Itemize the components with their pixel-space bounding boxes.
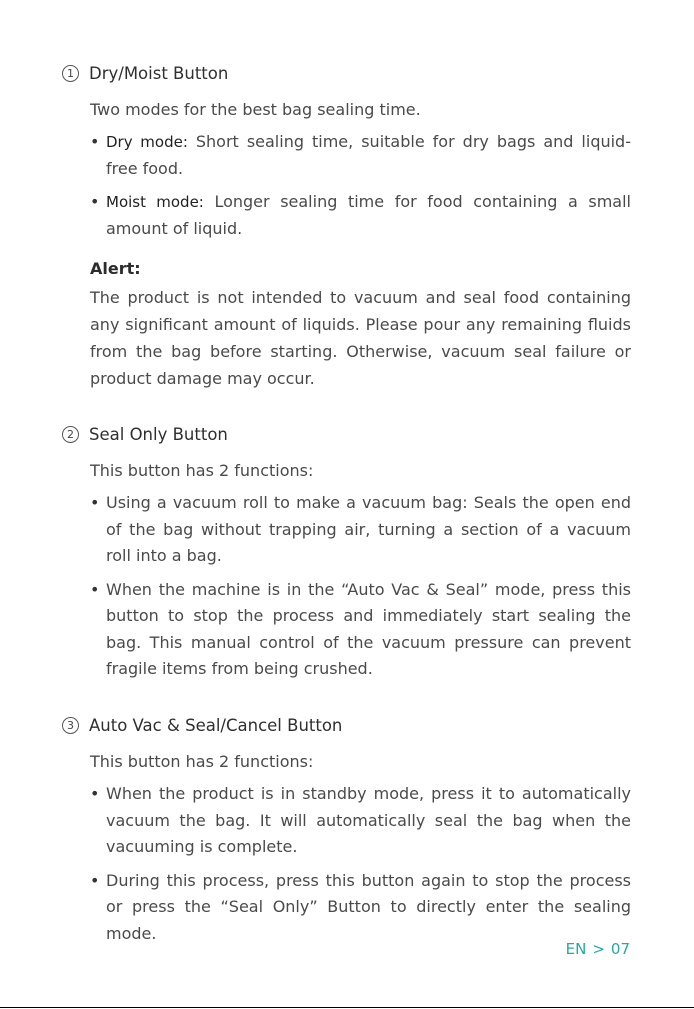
section-title: Auto Vac & Seal/Cancel Button [89,715,343,735]
section-dry-moist [62,61,632,392]
bullet-text: During this process, press this button again to stop the process or press the “Seal Only” Button to directly enter the sealing mode. [106,870,631,943]
bullet-icon: • [90,493,100,512]
circled-number-1-icon: 1 [62,65,79,82]
bullet-text: Using a vacuum roll to make a vacuum bag: Seals the open end of the bag without trapping air, turning a section of a vacuum roll into a bag. [106,493,631,565]
list-item [90,189,631,242]
term-label: Moist mode: [106,193,204,211]
section-intro: This button has 2 functions: [90,461,314,480]
bullet-list [90,490,631,683]
section-heading [62,61,632,85]
bullet-icon: • [90,192,100,211]
list-item [90,868,631,948]
page-footer [566,940,630,958]
page-number: 07 [610,940,630,958]
bullet-icon: • [90,870,100,890]
section-auto-vac-seal [62,713,632,947]
list-item [90,490,631,570]
bullet-list [90,129,631,242]
chevron-right-icon: > [592,940,605,958]
section-body [90,457,631,683]
bullet-icon: • [90,784,100,803]
bottom-divider [0,1007,694,1008]
circled-number-3-icon: 3 [62,717,79,734]
bullet-text: When the product is in standby mode, press it to automatically vacuum the bag. It will automatically seal the bag when the vacuuming is complete. [106,784,631,856]
section-heading [62,422,632,446]
section-intro: This button has 2 functions: [90,752,314,771]
alert-title: Alert: [90,259,141,278]
bullet-icon: • [90,579,100,599]
list-item [90,781,631,861]
bullet-list [90,781,631,947]
list-item [90,577,631,683]
list-item [90,129,631,182]
alert-text: The product is not intended to vacuum and seal food containing any significant amount of liquids. Please pour any remaining fluids from the bag before starting. Otherwise, vacuum seal failure or product damage may occur. [90,288,631,388]
language-label: EN [565,940,587,958]
term-description: Short sealing time, suitable for dry bags and liquid-free food. [106,132,631,178]
term-label: Dry mode: [106,133,188,151]
bullet-text: When the machine is in the “Auto Vac & Seal” mode, press this button to stop the process and immediately start sealing the bag. This manual control of the vacuum pressure can prevent fragile items from being crushed. [106,579,631,678]
section-title: Seal Only Button [89,424,228,444]
term-description: Longer sealing time for food containing a small amount of liquid. [106,192,631,238]
section-heading [62,713,632,737]
section-title: Dry/Moist Button [89,63,229,83]
section-seal-only [62,422,632,683]
section-body [90,96,631,392]
bullet-icon: • [90,132,100,151]
section-body [90,748,631,947]
circled-number-2-icon: 2 [62,426,79,443]
section-intro: Two modes for the best bag sealing time. [90,100,421,119]
